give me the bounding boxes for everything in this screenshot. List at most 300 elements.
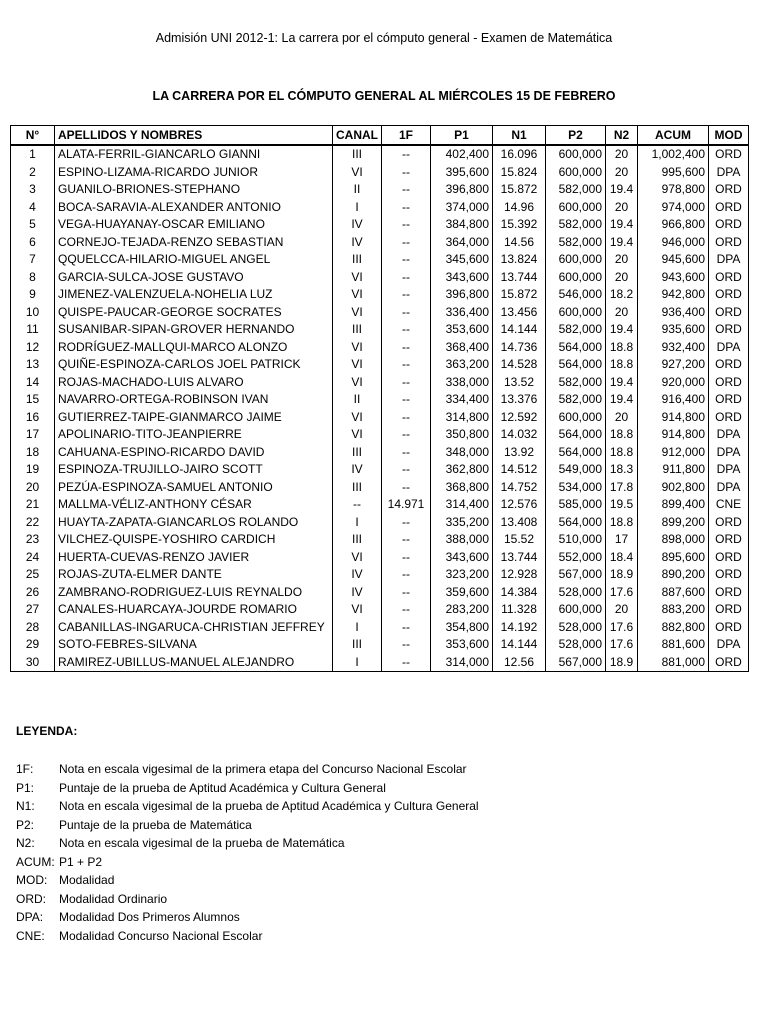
row-p1-cell: 348,000 bbox=[431, 444, 493, 462]
row-1f-cell: -- bbox=[382, 601, 431, 619]
row-canal-cell: II bbox=[333, 181, 382, 199]
row-n1-cell: 14.736 bbox=[493, 339, 546, 357]
row-canal-cell: VI bbox=[333, 374, 382, 392]
row-acum-cell: 881,600 bbox=[638, 636, 709, 654]
row-number-cell: 29 bbox=[11, 636, 55, 654]
row-acum-cell: 911,800 bbox=[638, 461, 709, 479]
row-name-cell: NAVARRO-ORTEGA-ROBINSON IVAN bbox=[55, 391, 333, 409]
row-p2-cell: 600,000 bbox=[546, 164, 606, 182]
row-number-cell: 5 bbox=[11, 216, 55, 234]
table-row bbox=[11, 374, 749, 392]
row-acum-cell: 898,000 bbox=[638, 531, 709, 549]
row-mod-cell: CNE bbox=[709, 496, 749, 514]
row-number-cell: 11 bbox=[11, 321, 55, 339]
row-1f-cell: -- bbox=[382, 234, 431, 252]
row-p2-cell: 582,000 bbox=[546, 216, 606, 234]
row-mod-cell: DPA bbox=[709, 461, 749, 479]
row-p2-cell: 600,000 bbox=[546, 304, 606, 322]
row-n1-cell: 13.824 bbox=[493, 251, 546, 269]
legend-item bbox=[16, 760, 479, 779]
row-1f-cell: -- bbox=[382, 145, 431, 164]
legend-key: N1: bbox=[16, 799, 35, 813]
row-name-cell: QUISPE-PAUCAR-GEORGE SOCRATES bbox=[55, 304, 333, 322]
row-p2-cell: 534,000 bbox=[546, 479, 606, 497]
row-p1-cell: 338,000 bbox=[431, 374, 493, 392]
row-p1-cell: 374,000 bbox=[431, 199, 493, 217]
row-p2-cell: 600,000 bbox=[546, 409, 606, 427]
row-p2-cell: 582,000 bbox=[546, 321, 606, 339]
row-n1-cell: 11.328 bbox=[493, 601, 546, 619]
row-n1-cell: 14.528 bbox=[493, 356, 546, 374]
row-canal-cell: VI bbox=[333, 304, 382, 322]
row-name-cell: SUSANIBAR-SIPAN-GROVER HERNANDO bbox=[55, 321, 333, 339]
row-number-cell: 10 bbox=[11, 304, 55, 322]
legend-key: MOD: bbox=[16, 873, 48, 887]
table-row bbox=[11, 549, 749, 567]
row-n1-cell: 12.56 bbox=[493, 654, 546, 672]
row-p1-cell: 314,000 bbox=[431, 654, 493, 672]
col-header-p1: P1 bbox=[431, 126, 493, 146]
row-number-cell: 23 bbox=[11, 531, 55, 549]
row-n1-cell: 12.928 bbox=[493, 566, 546, 584]
legend-key: 1F: bbox=[16, 762, 34, 776]
table-row bbox=[11, 286, 749, 304]
row-p2-cell: 582,000 bbox=[546, 391, 606, 409]
row-canal-cell: III bbox=[333, 251, 382, 269]
row-1f-cell: -- bbox=[382, 339, 431, 357]
row-n2-cell: 18.3 bbox=[606, 461, 638, 479]
row-p1-cell: 354,800 bbox=[431, 619, 493, 637]
row-n1-cell: 13.744 bbox=[493, 269, 546, 287]
document-subtitle: LA CARRERA POR EL CÓMPUTO GENERAL AL MIÉRCOLES 15 DE FEBRERO bbox=[152, 89, 616, 103]
row-name-cell: GARCIA-SULCA-JOSE GUSTAVO bbox=[55, 269, 333, 287]
row-number-cell: 14 bbox=[11, 374, 55, 392]
row-acum-cell: 916,400 bbox=[638, 391, 709, 409]
legend-description: Puntaje de la prueba de Aptitud Académica y Cultura General bbox=[59, 780, 386, 795]
row-n1-cell: 14.384 bbox=[493, 584, 546, 602]
row-mod-cell: ORD bbox=[709, 601, 749, 619]
row-p2-cell: 552,000 bbox=[546, 549, 606, 567]
row-name-cell: ALATA-FERRIL-GIANCARLO GIANNI bbox=[55, 145, 333, 164]
row-acum-cell: 943,600 bbox=[638, 269, 709, 287]
row-n2-cell: 18.8 bbox=[606, 514, 638, 532]
row-canal-cell: IV bbox=[333, 234, 382, 252]
row-number-cell: 28 bbox=[11, 619, 55, 637]
row-mod-cell: DPA bbox=[709, 164, 749, 182]
row-1f-cell: -- bbox=[382, 584, 431, 602]
row-n1-cell: 13.376 bbox=[493, 391, 546, 409]
row-n2-cell: 18.8 bbox=[606, 339, 638, 357]
row-name-cell: ROJAS-MACHADO-LUIS ALVARO bbox=[55, 374, 333, 392]
col-header-p2: P2 bbox=[546, 126, 606, 146]
row-number-cell: 12 bbox=[11, 339, 55, 357]
row-canal-cell: III bbox=[333, 321, 382, 339]
document-header: Admisión UNI 2012-1: La carrera por el cómputo general - Examen de Matemática bbox=[155, 31, 613, 45]
row-number-cell: 16 bbox=[11, 409, 55, 427]
row-n2-cell: 20 bbox=[606, 409, 638, 427]
row-canal-cell: III bbox=[333, 444, 382, 462]
row-n1-cell: 16.096 bbox=[493, 145, 546, 164]
row-p1-cell: 395,600 bbox=[431, 164, 493, 182]
table-row bbox=[11, 479, 749, 497]
col-header-name: APELLIDOS Y NOMBRES bbox=[55, 126, 333, 146]
row-name-cell: CORNEJO-TEJADA-RENZO SEBASTIAN bbox=[55, 234, 333, 252]
row-n2-cell: 17.8 bbox=[606, 479, 638, 497]
row-acum-cell: 914,800 bbox=[638, 409, 709, 427]
row-name-cell: CAHUANA-ESPINO-RICARDO DAVID bbox=[55, 444, 333, 462]
legend-key: P1: bbox=[16, 780, 35, 795]
row-mod-cell: DPA bbox=[709, 426, 749, 444]
row-mod-cell: ORD bbox=[709, 619, 749, 637]
legend-description: Nota en escala vigesimal de la primera etapa del Concurso Nacional Escolar bbox=[59, 762, 467, 776]
row-p2-cell: 567,000 bbox=[546, 654, 606, 672]
row-n2-cell: 20 bbox=[606, 601, 638, 619]
row-name-cell: VEGA-HUAYANAY-OSCAR EMILIANO bbox=[55, 216, 333, 234]
row-p1-cell: 384,800 bbox=[431, 216, 493, 234]
row-acum-cell: 899,200 bbox=[638, 514, 709, 532]
legend-key: DPA: bbox=[16, 910, 44, 924]
row-p1-cell: 334,400 bbox=[431, 391, 493, 409]
table-row bbox=[11, 269, 749, 287]
row-p2-cell: 582,000 bbox=[546, 374, 606, 392]
row-acum-cell: 927,200 bbox=[638, 356, 709, 374]
legend-list bbox=[16, 760, 479, 945]
row-1f-cell: -- bbox=[382, 566, 431, 584]
row-p1-cell: 353,600 bbox=[431, 636, 493, 654]
row-name-cell: ESPINO-LIZAMA-RICARDO JUNIOR bbox=[55, 164, 333, 182]
legend-item bbox=[16, 834, 479, 853]
row-1f-cell: -- bbox=[382, 286, 431, 304]
row-1f-cell: -- bbox=[382, 619, 431, 637]
row-p1-cell: 362,800 bbox=[431, 461, 493, 479]
row-number-cell: 22 bbox=[11, 514, 55, 532]
row-1f-cell: -- bbox=[382, 181, 431, 199]
row-number-cell: 6 bbox=[11, 234, 55, 252]
row-n1-cell: 13.408 bbox=[493, 514, 546, 532]
row-canal-cell: IV bbox=[333, 461, 382, 479]
row-n1-cell: 14.032 bbox=[493, 426, 546, 444]
row-n2-cell: 17 bbox=[606, 531, 638, 549]
table-row bbox=[11, 531, 749, 549]
row-canal-cell: -- bbox=[333, 496, 382, 514]
row-number-cell: 20 bbox=[11, 479, 55, 497]
table-row bbox=[11, 199, 749, 217]
row-1f-cell: -- bbox=[382, 216, 431, 234]
row-n2-cell: 18.8 bbox=[606, 444, 638, 462]
row-acum-cell: 942,800 bbox=[638, 286, 709, 304]
row-n2-cell: 18.9 bbox=[606, 566, 638, 584]
table-row bbox=[11, 409, 749, 427]
row-p1-cell: 402,400 bbox=[431, 145, 493, 164]
row-p1-cell: 396,800 bbox=[431, 286, 493, 304]
row-p1-cell: 353,600 bbox=[431, 321, 493, 339]
row-name-cell: GUTIERREZ-TAIPE-GIANMARCO JAIME bbox=[55, 409, 333, 427]
row-number-cell: 7 bbox=[11, 251, 55, 269]
table-row bbox=[11, 444, 749, 462]
table-row bbox=[11, 619, 749, 637]
row-1f-cell: -- bbox=[382, 164, 431, 182]
row-1f-cell: -- bbox=[382, 461, 431, 479]
row-1f-cell: -- bbox=[382, 356, 431, 374]
row-p2-cell: 585,000 bbox=[546, 496, 606, 514]
row-canal-cell: I bbox=[333, 199, 382, 217]
row-acum-cell: 932,400 bbox=[638, 339, 709, 357]
row-1f-cell: -- bbox=[382, 514, 431, 532]
row-mod-cell: ORD bbox=[709, 269, 749, 287]
row-canal-cell: VI bbox=[333, 286, 382, 304]
row-acum-cell: 946,000 bbox=[638, 234, 709, 252]
row-n2-cell: 17.6 bbox=[606, 619, 638, 637]
legend-key: ACUM: bbox=[16, 854, 55, 869]
table-row bbox=[11, 391, 749, 409]
legend-item bbox=[16, 797, 479, 816]
legend-title: LEYENDA: bbox=[16, 724, 78, 738]
row-n2-cell: 18.2 bbox=[606, 286, 638, 304]
row-n2-cell: 19.4 bbox=[606, 321, 638, 339]
row-1f-cell: -- bbox=[382, 409, 431, 427]
row-name-cell: APOLINARIO-TITO-JEANPIERRE bbox=[55, 426, 333, 444]
row-mod-cell: ORD bbox=[709, 391, 749, 409]
row-name-cell: HUERTA-CUEVAS-RENZO JAVIER bbox=[55, 549, 333, 567]
legend-key: N2: bbox=[16, 836, 35, 850]
row-name-cell: RODRÍGUEZ-MALLQUI-MARCO ALONZO bbox=[55, 339, 333, 357]
row-canal-cell: III bbox=[333, 479, 382, 497]
table-body bbox=[11, 145, 749, 672]
row-mod-cell: ORD bbox=[709, 374, 749, 392]
row-p1-cell: 314,800 bbox=[431, 409, 493, 427]
row-1f-cell: -- bbox=[382, 269, 431, 287]
row-name-cell: JIMENEZ-VALENZUELA-NOHELIA LUZ bbox=[55, 286, 333, 304]
row-n1-cell: 14.144 bbox=[493, 321, 546, 339]
row-canal-cell: III bbox=[333, 636, 382, 654]
table-row bbox=[11, 566, 749, 584]
legend-key: ORD: bbox=[16, 891, 46, 906]
row-mod-cell: ORD bbox=[709, 181, 749, 199]
row-mod-cell: ORD bbox=[709, 531, 749, 549]
row-canal-cell: I bbox=[333, 654, 382, 672]
row-n1-cell: 14.192 bbox=[493, 619, 546, 637]
row-acum-cell: 935,600 bbox=[638, 321, 709, 339]
row-n2-cell: 20 bbox=[606, 304, 638, 322]
legend-key: CNE: bbox=[16, 928, 45, 943]
row-mod-cell: ORD bbox=[709, 549, 749, 567]
row-mod-cell: ORD bbox=[709, 286, 749, 304]
row-n2-cell: 20 bbox=[606, 251, 638, 269]
row-p2-cell: 564,000 bbox=[546, 356, 606, 374]
row-1f-cell: -- bbox=[382, 321, 431, 339]
row-n1-cell: 12.592 bbox=[493, 409, 546, 427]
row-mod-cell: ORD bbox=[709, 409, 749, 427]
row-1f-cell: -- bbox=[382, 426, 431, 444]
row-canal-cell: VI bbox=[333, 426, 382, 444]
row-1f-cell: -- bbox=[382, 479, 431, 497]
table-row bbox=[11, 461, 749, 479]
row-n1-cell: 15.824 bbox=[493, 164, 546, 182]
legend-description: Modalidad Ordinario bbox=[59, 891, 168, 906]
row-p1-cell: 343,600 bbox=[431, 549, 493, 567]
row-mod-cell: ORD bbox=[709, 356, 749, 374]
col-header-mod: MOD bbox=[709, 126, 749, 146]
row-p2-cell: 528,000 bbox=[546, 619, 606, 637]
row-canal-cell: I bbox=[333, 514, 382, 532]
row-mod-cell: ORD bbox=[709, 584, 749, 602]
row-name-cell: GUANILO-BRIONES-STEPHANO bbox=[55, 181, 333, 199]
col-header-canal: CANAL bbox=[333, 126, 382, 146]
col-header-1f: 1F bbox=[382, 126, 431, 146]
row-number-cell: 1 bbox=[11, 145, 55, 164]
row-1f-cell: -- bbox=[382, 374, 431, 392]
row-acum-cell: 899,400 bbox=[638, 496, 709, 514]
row-name-cell: QUIÑE-ESPINOZA-CARLOS JOEL PATRICK bbox=[55, 356, 333, 374]
row-acum-cell: 966,800 bbox=[638, 216, 709, 234]
row-p2-cell: 600,000 bbox=[546, 601, 606, 619]
row-canal-cell: VI bbox=[333, 339, 382, 357]
table-header-row bbox=[11, 126, 749, 146]
row-1f-cell: 14.971 bbox=[382, 496, 431, 514]
row-mod-cell: ORD bbox=[709, 304, 749, 322]
row-p1-cell: 343,600 bbox=[431, 269, 493, 287]
row-p2-cell: 582,000 bbox=[546, 181, 606, 199]
row-canal-cell: VI bbox=[333, 409, 382, 427]
row-p1-cell: 363,200 bbox=[431, 356, 493, 374]
row-canal-cell: I bbox=[333, 619, 382, 637]
row-number-cell: 25 bbox=[11, 566, 55, 584]
row-1f-cell: -- bbox=[382, 199, 431, 217]
row-canal-cell: VI bbox=[333, 269, 382, 287]
row-acum-cell: 890,200 bbox=[638, 566, 709, 584]
legend-item bbox=[16, 816, 479, 835]
row-p2-cell: 528,000 bbox=[546, 584, 606, 602]
row-n2-cell: 20 bbox=[606, 145, 638, 164]
row-n2-cell: 19.4 bbox=[606, 391, 638, 409]
row-n2-cell: 20 bbox=[606, 164, 638, 182]
row-name-cell: RAMIREZ-UBILLUS-MANUEL ALEJANDRO bbox=[55, 654, 333, 672]
row-name-cell: SOTO-FEBRES-SILVANA bbox=[55, 636, 333, 654]
row-1f-cell: -- bbox=[382, 444, 431, 462]
row-n2-cell: 20 bbox=[606, 199, 638, 217]
row-acum-cell: 914,800 bbox=[638, 426, 709, 444]
row-n1-cell: 13.456 bbox=[493, 304, 546, 322]
row-canal-cell: IV bbox=[333, 584, 382, 602]
row-canal-cell: VI bbox=[333, 164, 382, 182]
row-number-cell: 26 bbox=[11, 584, 55, 602]
row-n1-cell: 15.872 bbox=[493, 181, 546, 199]
row-name-cell: ZAMBRANO-RODRIGUEZ-LUIS REYNALDO bbox=[55, 584, 333, 602]
row-p1-cell: 388,000 bbox=[431, 531, 493, 549]
row-name-cell: VILCHEZ-QUISPE-YOSHIRO CARDICH bbox=[55, 531, 333, 549]
row-number-cell: 15 bbox=[11, 391, 55, 409]
results-table bbox=[10, 125, 749, 672]
row-canal-cell: III bbox=[333, 531, 382, 549]
row-n1-cell: 14.752 bbox=[493, 479, 546, 497]
row-acum-cell: 883,200 bbox=[638, 601, 709, 619]
legend-key: P2: bbox=[16, 817, 35, 832]
row-1f-cell: -- bbox=[382, 304, 431, 322]
row-mod-cell: ORD bbox=[709, 199, 749, 217]
row-n2-cell: 19.5 bbox=[606, 496, 638, 514]
row-p1-cell: 359,600 bbox=[431, 584, 493, 602]
row-number-cell: 13 bbox=[11, 356, 55, 374]
row-mod-cell: DPA bbox=[709, 479, 749, 497]
row-p2-cell: 600,000 bbox=[546, 199, 606, 217]
table-row bbox=[11, 181, 749, 199]
row-canal-cell: VI bbox=[333, 601, 382, 619]
legend-item bbox=[16, 890, 479, 909]
row-1f-cell: -- bbox=[382, 531, 431, 549]
row-name-cell: CANALES-HUARCAYA-JOURDE ROMARIO bbox=[55, 601, 333, 619]
table-row bbox=[11, 426, 749, 444]
row-number-cell: 17 bbox=[11, 426, 55, 444]
row-n2-cell: 18.8 bbox=[606, 426, 638, 444]
row-number-cell: 27 bbox=[11, 601, 55, 619]
row-1f-cell: -- bbox=[382, 636, 431, 654]
row-name-cell: ESPINOZA-TRUJILLO-JAIRO SCOTT bbox=[55, 461, 333, 479]
row-p1-cell: 396,800 bbox=[431, 181, 493, 199]
row-p2-cell: 564,000 bbox=[546, 444, 606, 462]
row-name-cell: QQUELCCA-HILARIO-MIGUEL ANGEL bbox=[55, 251, 333, 269]
col-header-acum: ACUM bbox=[638, 126, 709, 146]
row-p1-cell: 336,400 bbox=[431, 304, 493, 322]
row-number-cell: 30 bbox=[11, 654, 55, 672]
row-n1-cell: 13.744 bbox=[493, 549, 546, 567]
table-row bbox=[11, 321, 749, 339]
row-n2-cell: 17.6 bbox=[606, 636, 638, 654]
table-row bbox=[11, 601, 749, 619]
row-acum-cell: 912,000 bbox=[638, 444, 709, 462]
row-n1-cell: 14.56 bbox=[493, 234, 546, 252]
row-n2-cell: 19.4 bbox=[606, 234, 638, 252]
row-number-cell: 3 bbox=[11, 181, 55, 199]
row-acum-cell: 882,800 bbox=[638, 619, 709, 637]
row-mod-cell: DPA bbox=[709, 251, 749, 269]
row-p1-cell: 323,200 bbox=[431, 566, 493, 584]
row-name-cell: ROJAS-ZUTA-ELMER DANTE bbox=[55, 566, 333, 584]
row-name-cell: PEZÚA-ESPINOZA-SAMUEL ANTONIO bbox=[55, 479, 333, 497]
row-p1-cell: 368,400 bbox=[431, 339, 493, 357]
row-mod-cell: ORD bbox=[709, 145, 749, 164]
legend-item bbox=[16, 779, 479, 798]
table-row bbox=[11, 145, 749, 164]
row-n1-cell: 12.576 bbox=[493, 496, 546, 514]
col-header-number: N° bbox=[11, 126, 55, 146]
row-p2-cell: 528,000 bbox=[546, 636, 606, 654]
table-row bbox=[11, 636, 749, 654]
row-n2-cell: 18.9 bbox=[606, 654, 638, 672]
row-p1-cell: 350,800 bbox=[431, 426, 493, 444]
row-mod-cell: ORD bbox=[709, 514, 749, 532]
row-acum-cell: 974,000 bbox=[638, 199, 709, 217]
table-row bbox=[11, 164, 749, 182]
row-acum-cell: 936,400 bbox=[638, 304, 709, 322]
table-row bbox=[11, 339, 749, 357]
row-mod-cell: ORD bbox=[709, 234, 749, 252]
legend-description: Modalidad Concurso Nacional Escolar bbox=[59, 928, 263, 943]
row-number-cell: 8 bbox=[11, 269, 55, 287]
legend-description: Nota en escala vigesimal de la prueba de Matemática bbox=[59, 836, 345, 850]
row-n2-cell: 18.4 bbox=[606, 549, 638, 567]
legend-item bbox=[16, 927, 479, 946]
table-row bbox=[11, 654, 749, 672]
row-mod-cell: ORD bbox=[709, 654, 749, 672]
row-p1-cell: 335,200 bbox=[431, 514, 493, 532]
row-1f-cell: -- bbox=[382, 391, 431, 409]
row-acum-cell: 902,800 bbox=[638, 479, 709, 497]
table-row bbox=[11, 356, 749, 374]
row-n1-cell: 14.512 bbox=[493, 461, 546, 479]
row-acum-cell: 895,600 bbox=[638, 549, 709, 567]
row-p2-cell: 510,000 bbox=[546, 531, 606, 549]
row-n2-cell: 19.4 bbox=[606, 181, 638, 199]
